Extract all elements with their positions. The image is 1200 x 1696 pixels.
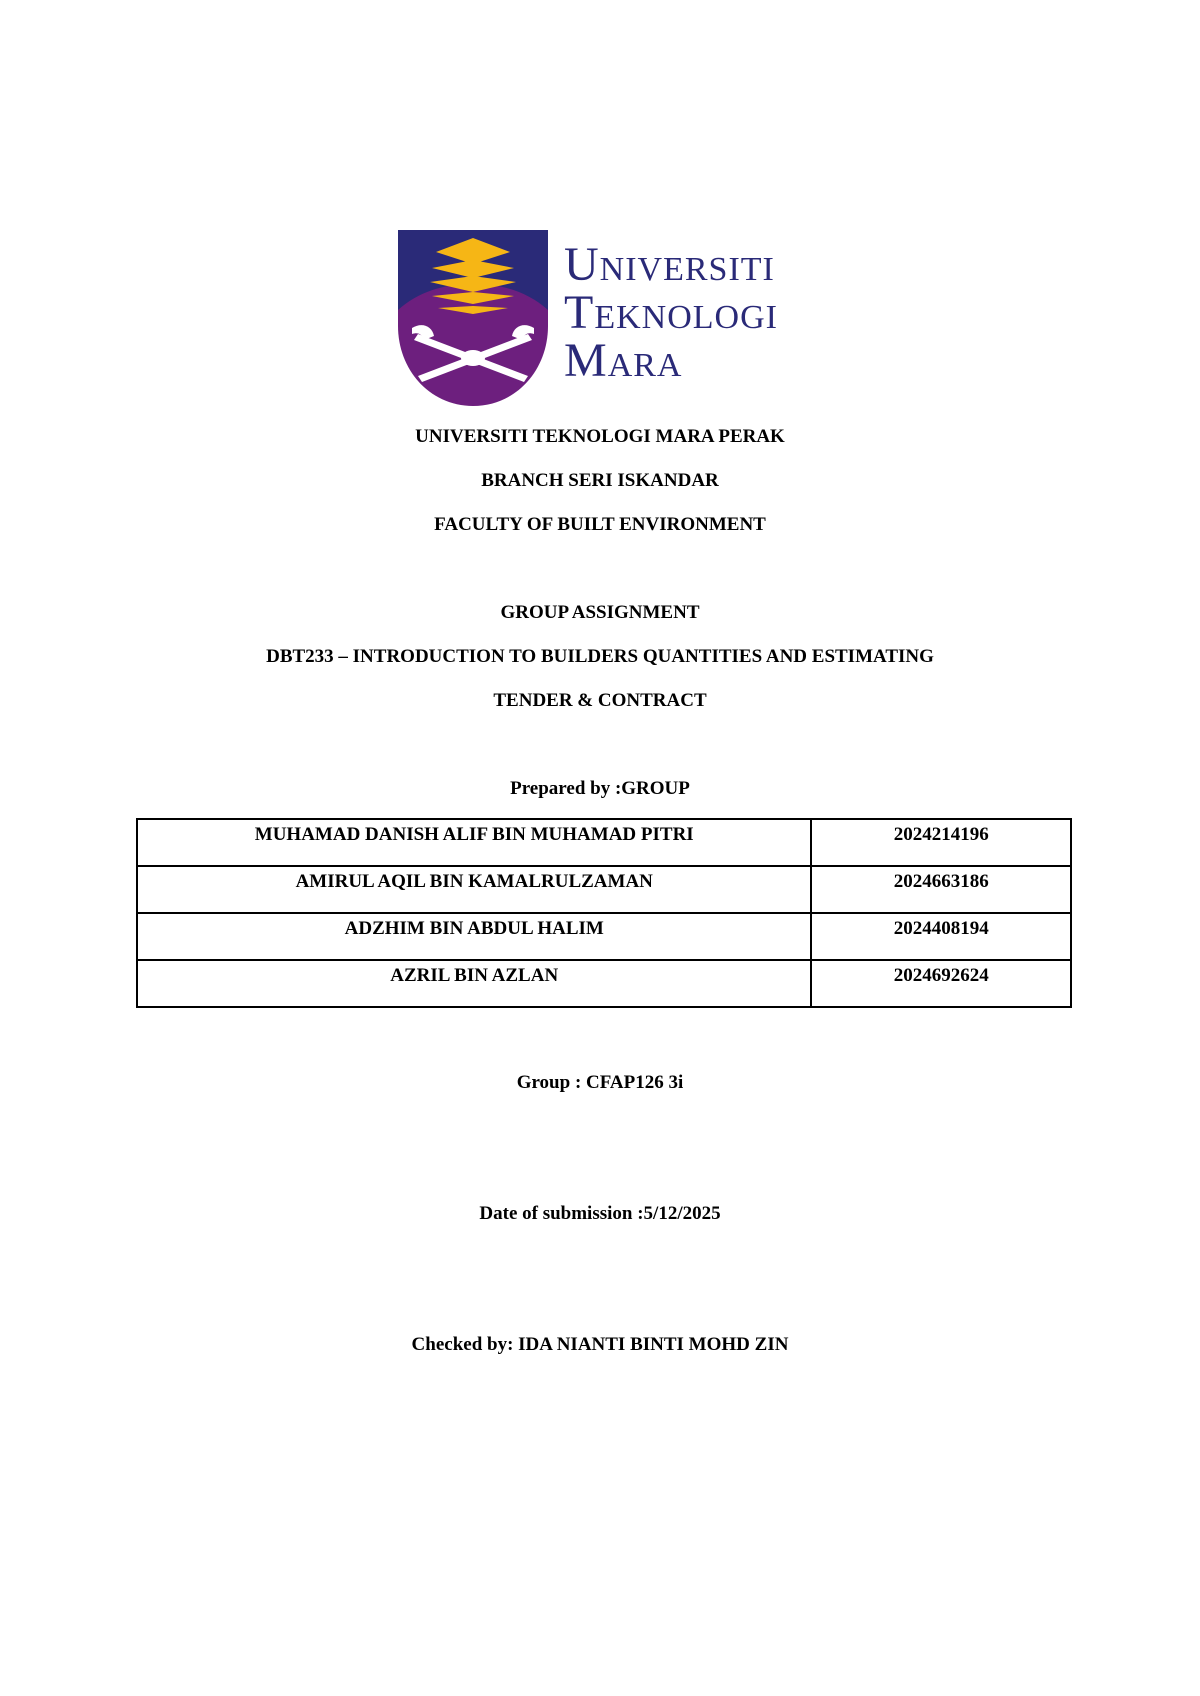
university-name: UNIVERSITI TEKNOLOGI MARA PERAK <box>415 426 785 447</box>
table-row <box>137 913 1071 960</box>
assignment-topic: TENDER & CONTRACT <box>493 690 707 711</box>
assignment-type: GROUP ASSIGNMENT <box>500 602 700 623</box>
submission-date: Date of submission :5/12/2025 <box>479 1203 721 1224</box>
table-row <box>137 960 1071 1007</box>
table-row <box>137 866 1071 913</box>
logo-word-2: T <box>564 286 595 339</box>
table-row <box>137 819 1071 866</box>
faculty-name: FACULTY OF BUILT ENVIRONMENT <box>434 514 766 535</box>
member-id: 2024408194 <box>811 913 1071 960</box>
member-id: 2024692624 <box>811 960 1071 1007</box>
member-name: MUHAMAD DANISH ALIF BIN MUHAMAD PITRI <box>137 819 811 866</box>
logo-word-2-rest: EKNOLOGI <box>594 299 778 336</box>
logo-word-3: M <box>564 334 608 387</box>
member-name: AMIRUL AQIL BIN KAMALRULZAMAN <box>137 866 811 913</box>
checked-by: Checked by: IDA NIANTI BINTI MOHD ZIN <box>411 1334 789 1355</box>
member-name: AZRIL BIN AZLAN <box>137 960 811 1007</box>
svg-text:UNIVERSITI <box>564 238 775 291</box>
prepared-by: Prepared by :GROUP <box>510 778 690 799</box>
member-name: ADZHIM BIN ABDUL HALIM <box>137 913 811 960</box>
member-id: 2024214196 <box>811 819 1071 866</box>
branch-name: BRANCH SERI ISKANDAR <box>481 470 719 491</box>
svg-text:TEKNOLOGI <box>564 286 778 339</box>
course-title: DBT233 – INTRODUCTION TO BUILDERS QUANTITIES AND ESTIMATING <box>266 646 934 667</box>
uitm-logo-icon <box>398 230 808 408</box>
svg-text:MARA <box>564 334 682 387</box>
logo-word-1: U <box>564 238 600 291</box>
members-table <box>136 818 1072 1008</box>
logo-word-3-rest: ARA <box>607 347 683 384</box>
member-id: 2024663186 <box>811 866 1071 913</box>
logo-word-1-rest: NIVERSITI <box>599 251 775 288</box>
group-code: Group : CFAP126 3i <box>516 1072 684 1093</box>
